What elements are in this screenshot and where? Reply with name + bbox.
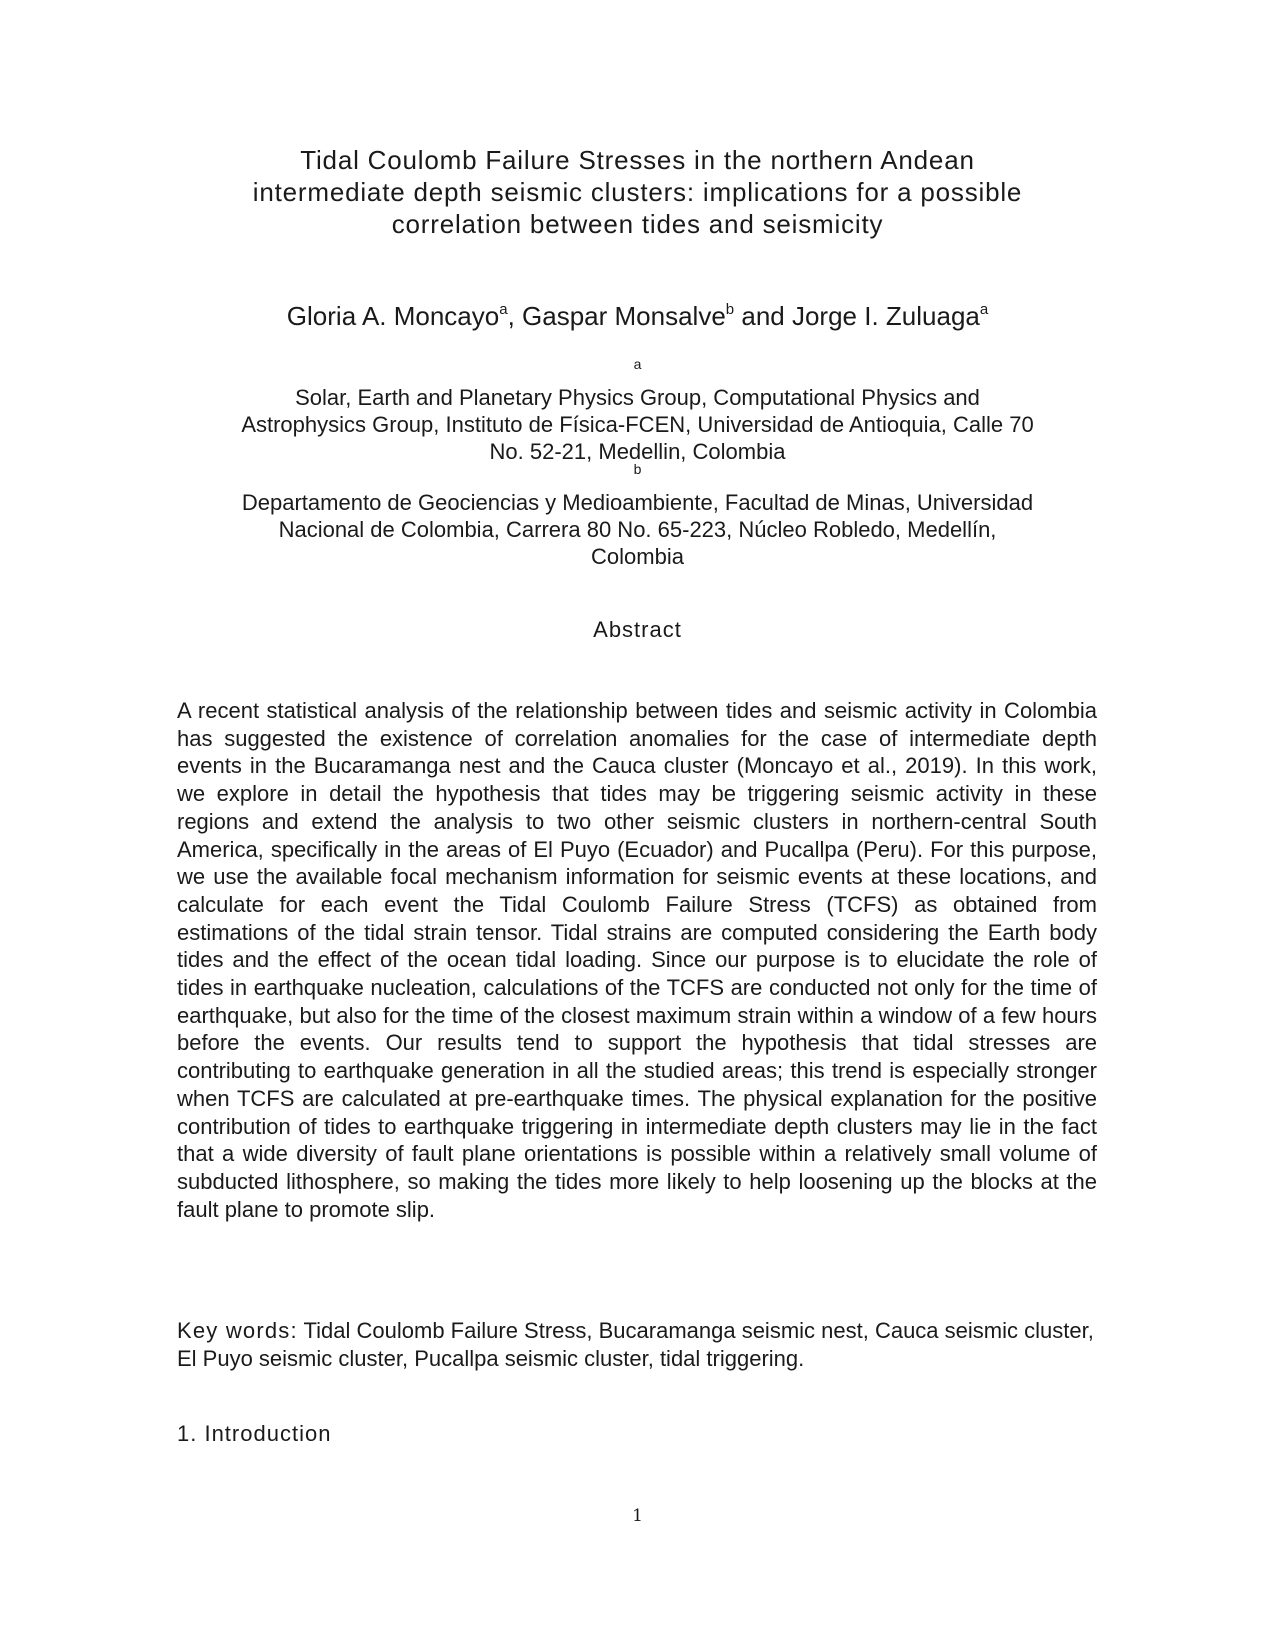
abstract-body: A recent statistical analysis of the relationship between tides and seismic activity in Colombia has suggested the existence of correlation anomalies for the case of intermediate depth events in the Bucaramanga nest and the Cauca cluster (Moncayo et al., 2019). In this work, we explore in detail the hypothesis that tides may be triggering seismic activity in these regions and extend the analysis to two other seismic clusters in northern-central South America, specifically in the areas of El Puyo (Ecuador) and Pucallpa (Peru). For this purpose, we use the available focal mechanism information for seismic events at these locations, and calculate for each event the Tidal Coulomb Failure Stress (TCFS) as obtained from estimations of the tidal strain tensor. Tidal strains are computed considering the Earth body tides and the effect of the ocean tidal loading. Since our purpose is to elucidate the role of tides in earthquake nucleation, calculations of the TCFS are conducted not only for the time of earthquake, but also for the time of the closest maximum strain within a window of a few hours before the events. Our results tend to support the hypothesis that tidal stresses are contributing to earthquake generation in all the studied areas; this trend is especially stronger when TCFS are calculated at pre-earthquake times. The physical explanation for the positive contribution of tides to earthquake triggering in intermediate depth clusters may lie in the fact that a wide diversity of fault plane orientations is possible within a relatively small volume of subducted lithosphere, so making the tides more likely to help loosening up the blocks at the fault plane to promote slip. xyxy=(177,698,1097,1222)
author-list xyxy=(160,300,1115,332)
title-line: Tidal Coulomb Failure Stresses in the northern Andean xyxy=(300,145,975,175)
affiliation-mark: a xyxy=(633,356,642,372)
affiliation-text: Solar, Earth and Planetary Physics Group, Computational Physics and xyxy=(295,385,980,410)
author-affiliation-mark: a xyxy=(979,301,989,318)
keywords-text: Tidal Coulomb Failure Stress, Bucaramanga seismic nest, Cauca seismic cluster, El Puyo seismic cluster, Pucallpa seismic cluster, tidal triggering. xyxy=(177,1318,1094,1371)
affiliation-line: No. 52-21, Medellin, Colombia xyxy=(489,439,786,464)
affiliation-text: Departamento de Geociencias y Medioambiente, Facultad de Minas, Universidad xyxy=(241,490,1034,515)
author-name: Gloria A. Moncayo xyxy=(286,301,500,331)
affiliation-line: Nacional de Colombia, Carrera 80 No. 65-223, Núcleo Robledo, Medellín, xyxy=(278,517,997,542)
section-heading-introduction: 1. Introduction xyxy=(177,1421,332,1446)
title-line: correlation between tides and seismicity xyxy=(391,209,884,239)
keywords xyxy=(177,1317,1097,1373)
affiliation-b xyxy=(160,462,1115,570)
abstract-heading: Abstract xyxy=(593,617,682,642)
author-separator: , xyxy=(507,301,523,331)
author-separator: and xyxy=(734,301,792,331)
affiliation-line xyxy=(160,357,1115,411)
affiliation-line xyxy=(160,462,1115,516)
keywords-label: Key words: xyxy=(177,1318,298,1343)
author-affiliation-mark: a xyxy=(499,301,508,318)
page-number: 1 xyxy=(632,1506,643,1526)
affiliation-line: Astrophysics Group, Instituto de Física-FCEN, Universidad de Antioquia, Calle 70 xyxy=(241,412,1034,437)
affiliation-line: Colombia xyxy=(591,544,684,569)
author-name: Jorge I. Zuluaga xyxy=(791,301,980,331)
paper-title xyxy=(160,144,1115,240)
author-name: Gaspar Monsalve xyxy=(522,301,726,331)
author-affiliation-mark: b xyxy=(725,301,735,318)
affiliation-mark: b xyxy=(633,461,642,477)
affiliation-a xyxy=(160,357,1115,465)
title-line: intermediate depth seismic clusters: implications for a possible xyxy=(252,177,1023,207)
